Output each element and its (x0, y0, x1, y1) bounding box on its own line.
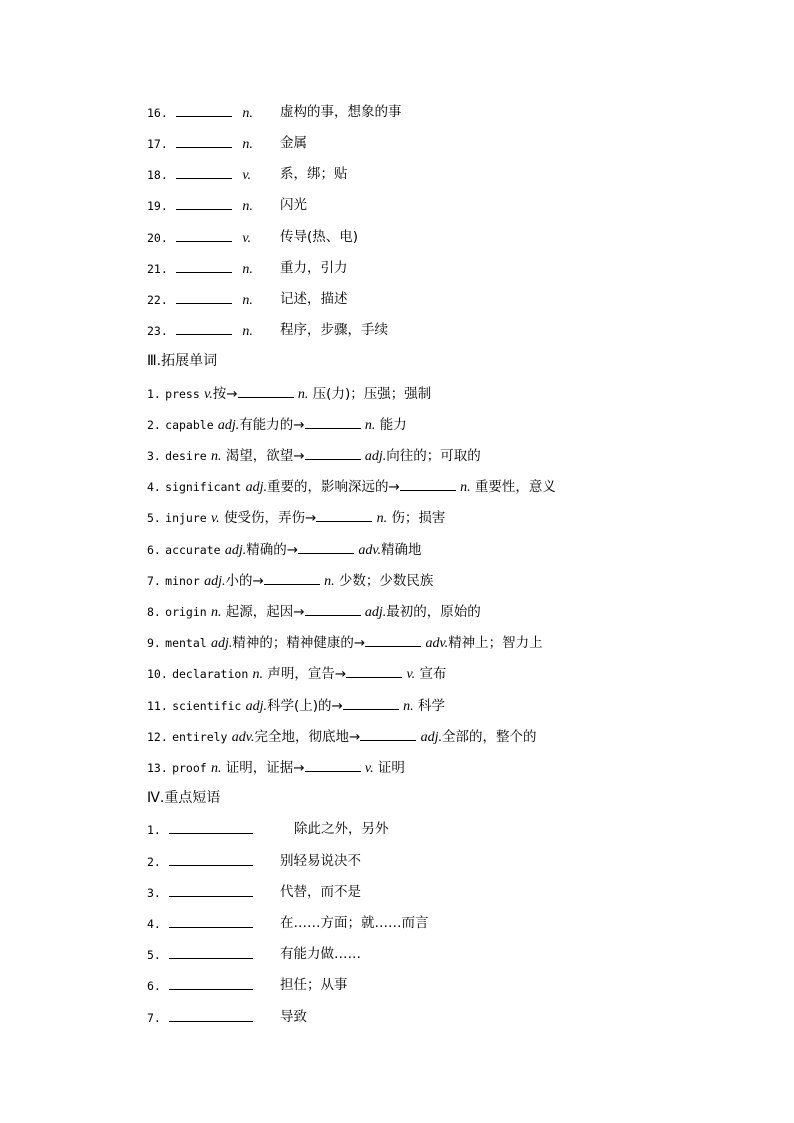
part-of-speech: adj. (224, 543, 247, 558)
meaning: 程序，步骤，手续 (280, 322, 388, 338)
meaning: 精神的；精神健康的→ (232, 635, 366, 651)
item-number: 4. (147, 480, 161, 494)
meaning: 代替，而不是 (280, 884, 361, 900)
answer-blank[interactable] (176, 165, 232, 179)
phrase-row-6 (147, 976, 348, 995)
derived-meaning: 宣布 (419, 666, 447, 682)
expand-row-8 (147, 602, 481, 622)
meaning: 声明，宣告→ (267, 666, 347, 682)
vocab-row-17 (147, 134, 307, 154)
base-word: injure (165, 511, 207, 525)
answer-blank[interactable] (169, 1008, 253, 1022)
derived-part-of-speech: adj. (420, 730, 442, 745)
derived-part-of-speech: adv. (358, 543, 382, 558)
meaning: 有能力做…… (280, 946, 361, 962)
part-of-speech: v. (242, 231, 252, 246)
item-number: 8. (147, 605, 161, 619)
expand-row-11 (147, 696, 445, 716)
derived-part-of-speech: n. (376, 511, 388, 526)
vocab-row-23 (147, 321, 388, 341)
derived-part-of-speech: n. (297, 387, 309, 402)
vocab-row-22 (147, 290, 348, 310)
part-of-speech: v. (211, 511, 220, 526)
meaning: 导致 (280, 1009, 307, 1025)
answer-blank[interactable] (169, 914, 253, 928)
meaning: 记述，描述 (280, 291, 348, 307)
meaning: 按→ (212, 386, 238, 402)
derived-part-of-speech: adj. (364, 449, 387, 464)
meaning: 担任；从事 (280, 977, 348, 993)
phrase-row-4 (147, 914, 429, 933)
answer-blank[interactable] (360, 727, 416, 741)
item-number: 10. (147, 667, 168, 681)
item-number: 2. (147, 855, 161, 869)
meaning: 重力，引力 (280, 260, 348, 276)
item-number: 7. (147, 1011, 161, 1025)
item-number: 23. (147, 324, 168, 338)
expand-row-2 (147, 415, 407, 435)
part-of-speech: adv. (231, 730, 255, 745)
item-number: 13. (147, 761, 168, 775)
part-of-speech: adj. (245, 480, 268, 495)
item-number: 4. (147, 917, 161, 931)
derived-meaning: 全部的，整个的 (441, 729, 537, 745)
phrase-row-7 (147, 1008, 307, 1027)
part-of-speech: n. (242, 293, 253, 308)
base-word: proof (172, 761, 207, 775)
item-number: 11. (147, 699, 168, 713)
answer-blank[interactable] (176, 103, 232, 117)
base-word: entirely (172, 730, 228, 744)
part-of-speech: n. (252, 667, 264, 682)
answer-blank[interactable] (365, 633, 421, 647)
base-word: origin (165, 605, 207, 619)
vocab-row-20 (147, 228, 359, 248)
item-number: 12. (147, 730, 168, 744)
expand-row-5 (147, 508, 445, 528)
meaning: 起源，起因→ (225, 604, 305, 620)
meaning: 使受伤，弄伤→ (223, 510, 317, 526)
meaning: 闪光 (280, 197, 307, 213)
meaning: 别轻易说决不 (280, 853, 361, 869)
answer-blank[interactable] (176, 290, 232, 304)
derived-part-of-speech: v. (406, 667, 416, 682)
item-number: 19. (147, 199, 168, 213)
part-of-speech: n. (242, 106, 253, 121)
item-number: 16. (147, 106, 168, 120)
derived-meaning: 压(力)；压强；强制 (312, 386, 432, 402)
meaning: 精确的→ (246, 542, 299, 558)
item-number: 18. (147, 168, 168, 182)
answer-blank[interactable] (305, 758, 361, 772)
answer-blank[interactable] (169, 945, 253, 959)
base-word: declaration (172, 667, 249, 681)
answer-blank[interactable] (169, 852, 253, 866)
vocab-row-18 (147, 165, 348, 185)
item-number: 9. (147, 636, 161, 650)
derived-meaning: 精神上；智力上 (448, 635, 543, 651)
part-of-speech: n. (211, 605, 222, 620)
meaning: 科学(上)的→ (267, 698, 343, 714)
expand-row-6 (147, 540, 422, 560)
item-number: 6. (147, 543, 161, 557)
item-number: 20. (147, 231, 168, 245)
derived-part-of-speech: n. (460, 480, 471, 495)
part-of-speech: adj. (217, 418, 240, 433)
meaning: 小的→ (225, 573, 264, 589)
item-number: 6. (147, 979, 161, 993)
part-of-speech: n. (242, 324, 253, 339)
expand-row-4 (147, 477, 556, 497)
derived-meaning: 科学 (417, 698, 445, 714)
derived-part-of-speech: n. (403, 699, 414, 714)
derived-meaning: 精确地 (381, 542, 422, 558)
item-number: 1. (147, 387, 161, 401)
derived-meaning: 最初的，原始的 (386, 604, 481, 620)
part-of-speech: adj. (211, 636, 233, 651)
meaning: 金属 (280, 135, 307, 151)
base-word: accurate (165, 543, 221, 557)
base-word: significant (165, 480, 242, 494)
item-number: 5. (147, 948, 161, 962)
part-of-speech: n. (242, 199, 253, 214)
base-word: desire (165, 449, 207, 463)
meaning: 渴望，欲望→ (225, 448, 305, 464)
part-of-speech: n. (242, 137, 253, 152)
base-word: scientific (172, 699, 242, 713)
vocab-row-16 (147, 103, 402, 123)
derived-meaning: 少数；少数民族 (338, 573, 434, 589)
section-heading-key-phrases: Ⅳ.重点短语 (147, 790, 221, 806)
expand-row-3 (147, 446, 481, 466)
part-of-speech: adj. (204, 574, 226, 589)
item-number: 17. (147, 137, 168, 151)
derived-part-of-speech: n. (364, 418, 376, 433)
item-number: 22. (147, 293, 168, 307)
expand-row-1 (147, 384, 431, 404)
derived-meaning: 证明 (377, 760, 405, 776)
meaning: 系，绑；贴 (280, 166, 348, 182)
phrase-row-2 (147, 852, 361, 871)
base-word: mental (165, 636, 207, 650)
section-heading-expand-words: Ⅲ.拓展单词 (147, 353, 218, 369)
expand-row-9 (147, 633, 543, 653)
answer-blank[interactable] (176, 228, 232, 242)
phrase-row-3 (147, 883, 361, 902)
part-of-speech: n. (211, 449, 222, 464)
expand-row-12 (147, 727, 536, 747)
answer-blank[interactable] (316, 508, 372, 522)
answer-blank[interactable] (305, 602, 361, 616)
answer-blank[interactable] (169, 820, 253, 834)
part-of-speech: v. (242, 168, 252, 183)
meaning: 虚构的事，想象的事 (280, 104, 402, 120)
phrase-row-5 (147, 945, 361, 964)
answer-blank[interactable] (305, 415, 361, 429)
item-number: 2. (147, 418, 161, 432)
answer-blank[interactable] (169, 976, 253, 990)
derived-meaning: 向往的；可取的 (386, 448, 481, 464)
item-number: 3. (147, 886, 161, 900)
answer-blank[interactable] (176, 259, 232, 273)
expand-row-10 (147, 664, 446, 684)
derived-meaning: 重要性，意义 (474, 479, 556, 495)
item-number: 5. (147, 511, 161, 525)
item-number: 1. (147, 823, 161, 837)
derived-part-of-speech: adj. (364, 605, 387, 620)
answer-blank[interactable] (400, 477, 456, 491)
derived-part-of-speech: v. (364, 761, 374, 776)
answer-blank[interactable] (305, 446, 361, 460)
item-number: 7. (147, 574, 161, 588)
derived-part-of-speech: adv. (425, 636, 449, 651)
answer-blank[interactable] (176, 134, 232, 148)
part-of-speech: adj. (245, 699, 268, 714)
answer-blank[interactable] (264, 571, 320, 585)
derived-meaning: 伤；损害 (391, 510, 446, 526)
item-number: 21. (147, 262, 168, 276)
base-word: capable (165, 418, 214, 432)
answer-blank[interactable] (238, 384, 294, 398)
item-number: 3. (147, 449, 161, 463)
answer-blank[interactable] (343, 696, 399, 710)
meaning: 证明，证据→ (225, 760, 305, 776)
answer-blank[interactable] (176, 321, 232, 335)
vocab-row-21 (147, 259, 348, 279)
vocab-row-19 (147, 196, 307, 216)
derived-part-of-speech: n. (324, 574, 335, 589)
meaning: 有能力的→ (239, 417, 305, 433)
meaning: 重要的，影响深远的→ (267, 479, 400, 495)
expand-row-13 (147, 758, 405, 778)
base-word: minor (165, 574, 200, 588)
part-of-speech: n. (242, 262, 253, 277)
answer-blank[interactable] (346, 664, 402, 678)
answer-blank[interactable] (298, 540, 354, 554)
meaning: 除此之外，另外 (294, 821, 389, 837)
part-of-speech: v. (204, 387, 213, 402)
derived-meaning: 能力 (379, 417, 407, 433)
meaning: 完全地，彻底地→ (254, 729, 361, 745)
answer-blank[interactable] (176, 196, 232, 210)
part-of-speech: n. (211, 761, 222, 776)
phrase-row-1 (147, 820, 389, 839)
expand-row-7 (147, 571, 433, 591)
answer-blank[interactable] (169, 883, 253, 897)
meaning: 传导(热、电) (280, 229, 359, 245)
base-word: press (165, 387, 200, 401)
meaning: 在……方面；就……而言 (280, 915, 429, 931)
